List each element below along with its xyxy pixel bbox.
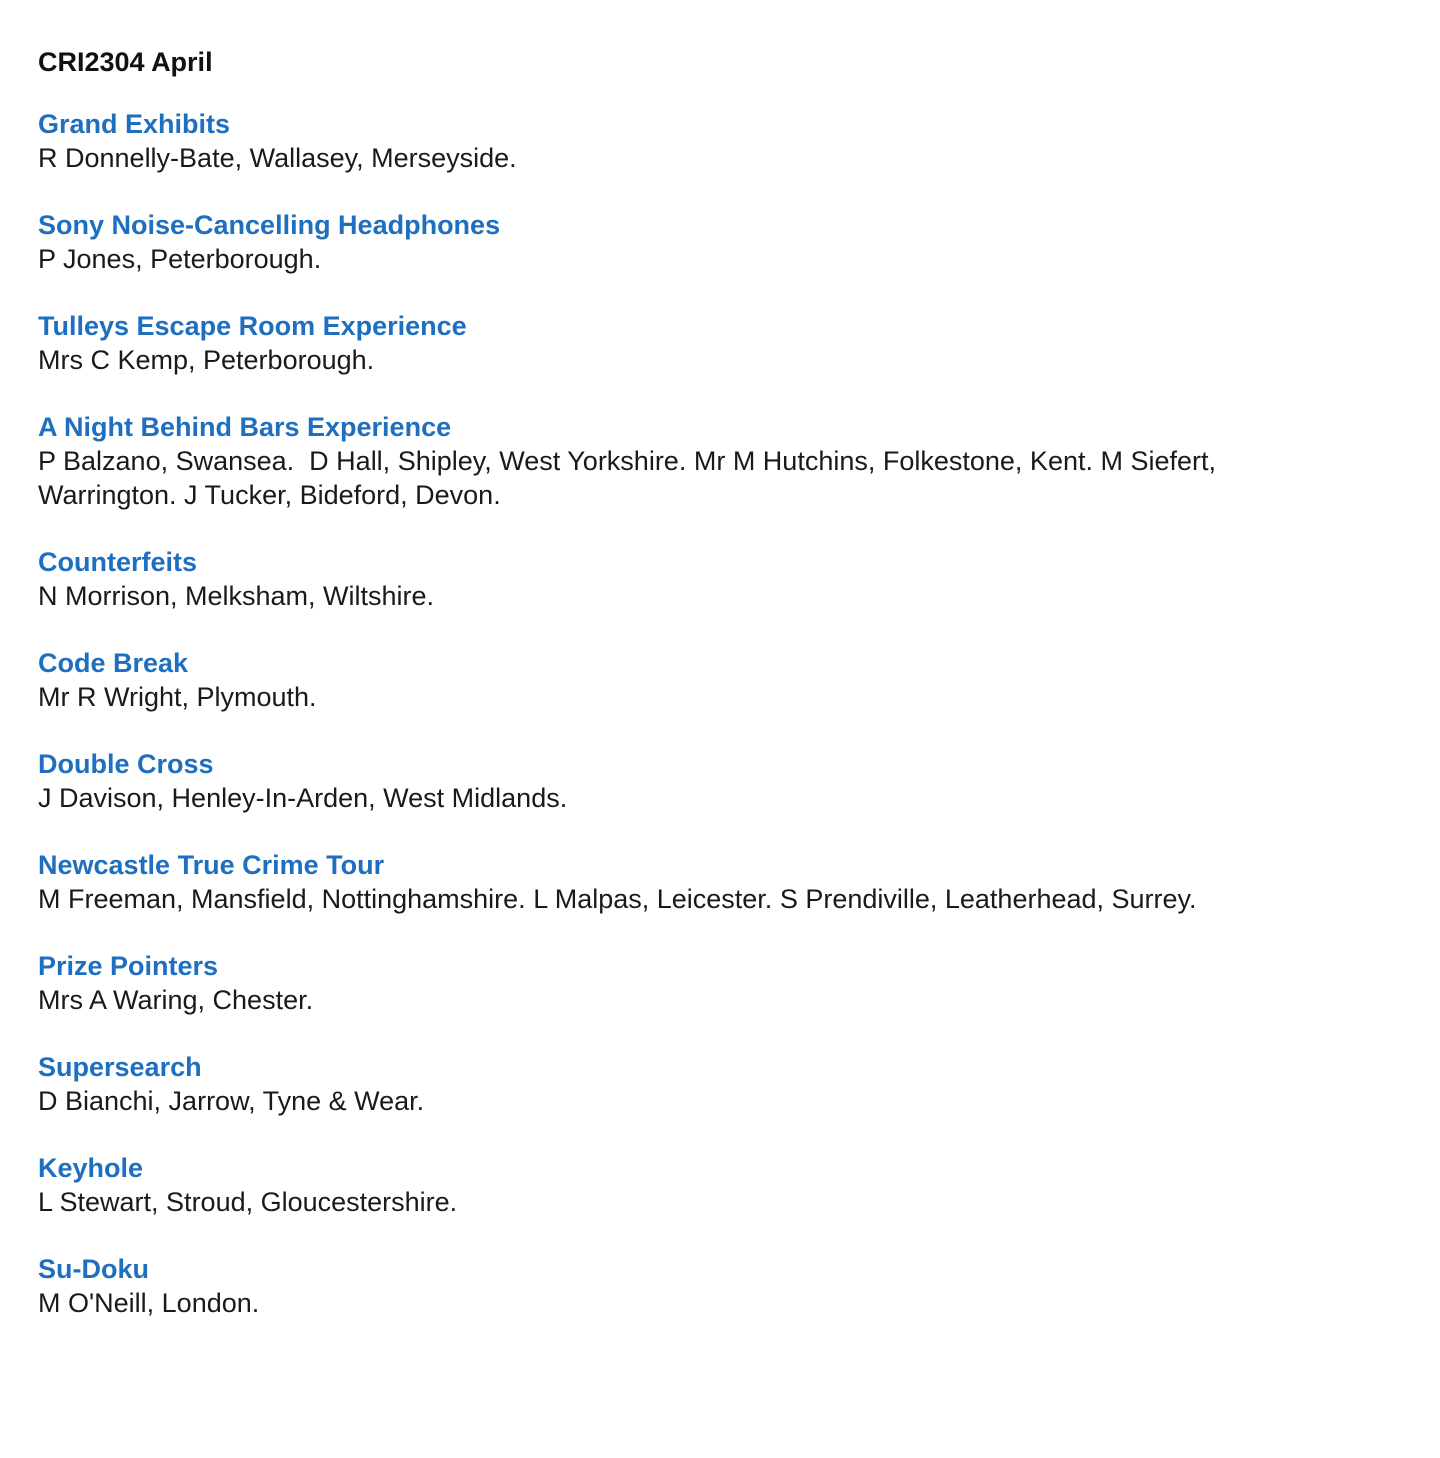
winners-text: M O'Neill, London. [38,1288,260,1318]
prize-heading: A Night Behind Bars Experience [38,412,452,442]
winners-text: N Morrison, Melksham, Wiltshire. [38,581,435,611]
winners-text: Mrs C Kemp, Peterborough. [38,345,375,375]
prize-heading: Counterfeits [38,547,198,577]
winners-text: R Donnelly-Bate, Wallasey, Merseyside. [38,143,517,173]
prize-entry-double-cross [38,747,1398,815]
winners-text: P Balzano, Swansea. D Hall, Shipley, West Yorkshire. Mr M Hutchins, Folkestone, Kent. M Siefert, Warrington. J Tucker, Bideford, Devon. [38,446,1224,510]
prize-entry-counterfeits [38,545,1398,613]
prize-entry-newcastle-tour [38,848,1398,916]
prize-heading: Tulleys Escape Room Experience [38,311,467,341]
prize-entry-tulleys-escape-room [38,309,1398,377]
winners-text: L Stewart, Stroud, Gloucestershire. [38,1187,458,1217]
winners-text: M Freeman, Mansfield, Nottinghamshire. L Malpas, Leicester. S Prendiville, Leatherhead, Surrey. [38,884,1197,914]
prize-entry-night-behind-bars [38,410,1398,512]
prize-heading: Keyhole [38,1153,144,1183]
prize-entry-grand-exhibits [38,107,1398,175]
prize-heading: Sony Noise-Cancelling Headphones [38,210,501,240]
prize-entry-sony-headphones [38,208,1398,276]
prize-heading: Newcastle True Crime Tour [38,850,385,880]
prize-heading: Double Cross [38,749,214,779]
prize-entry-keyhole [38,1151,1398,1219]
prize-heading: Code Break [38,648,189,678]
winners-text: D Bianchi, Jarrow, Tyne & Wear. [38,1086,425,1116]
document-title: CRI2304 April [38,47,213,77]
prize-heading: Prize Pointers [38,951,219,981]
winners-text: Mrs A Waring, Chester. [38,985,314,1015]
winners-text: P Jones, Peterborough. [38,244,322,274]
prize-entry-su-doku [38,1252,1398,1320]
winners-text: J Davison, Henley-In-Arden, West Midlands. [38,783,568,813]
prize-entry-prize-pointers [38,949,1398,1017]
prize-heading: Supersearch [38,1052,202,1082]
prize-heading: Su-Doku [38,1254,149,1284]
prize-entry-code-break [38,646,1398,714]
document-page [38,44,1398,1353]
winners-text: Mr R Wright, Plymouth. [38,682,317,712]
prize-heading: Grand Exhibits [38,109,231,139]
prize-entry-supersearch [38,1050,1398,1118]
